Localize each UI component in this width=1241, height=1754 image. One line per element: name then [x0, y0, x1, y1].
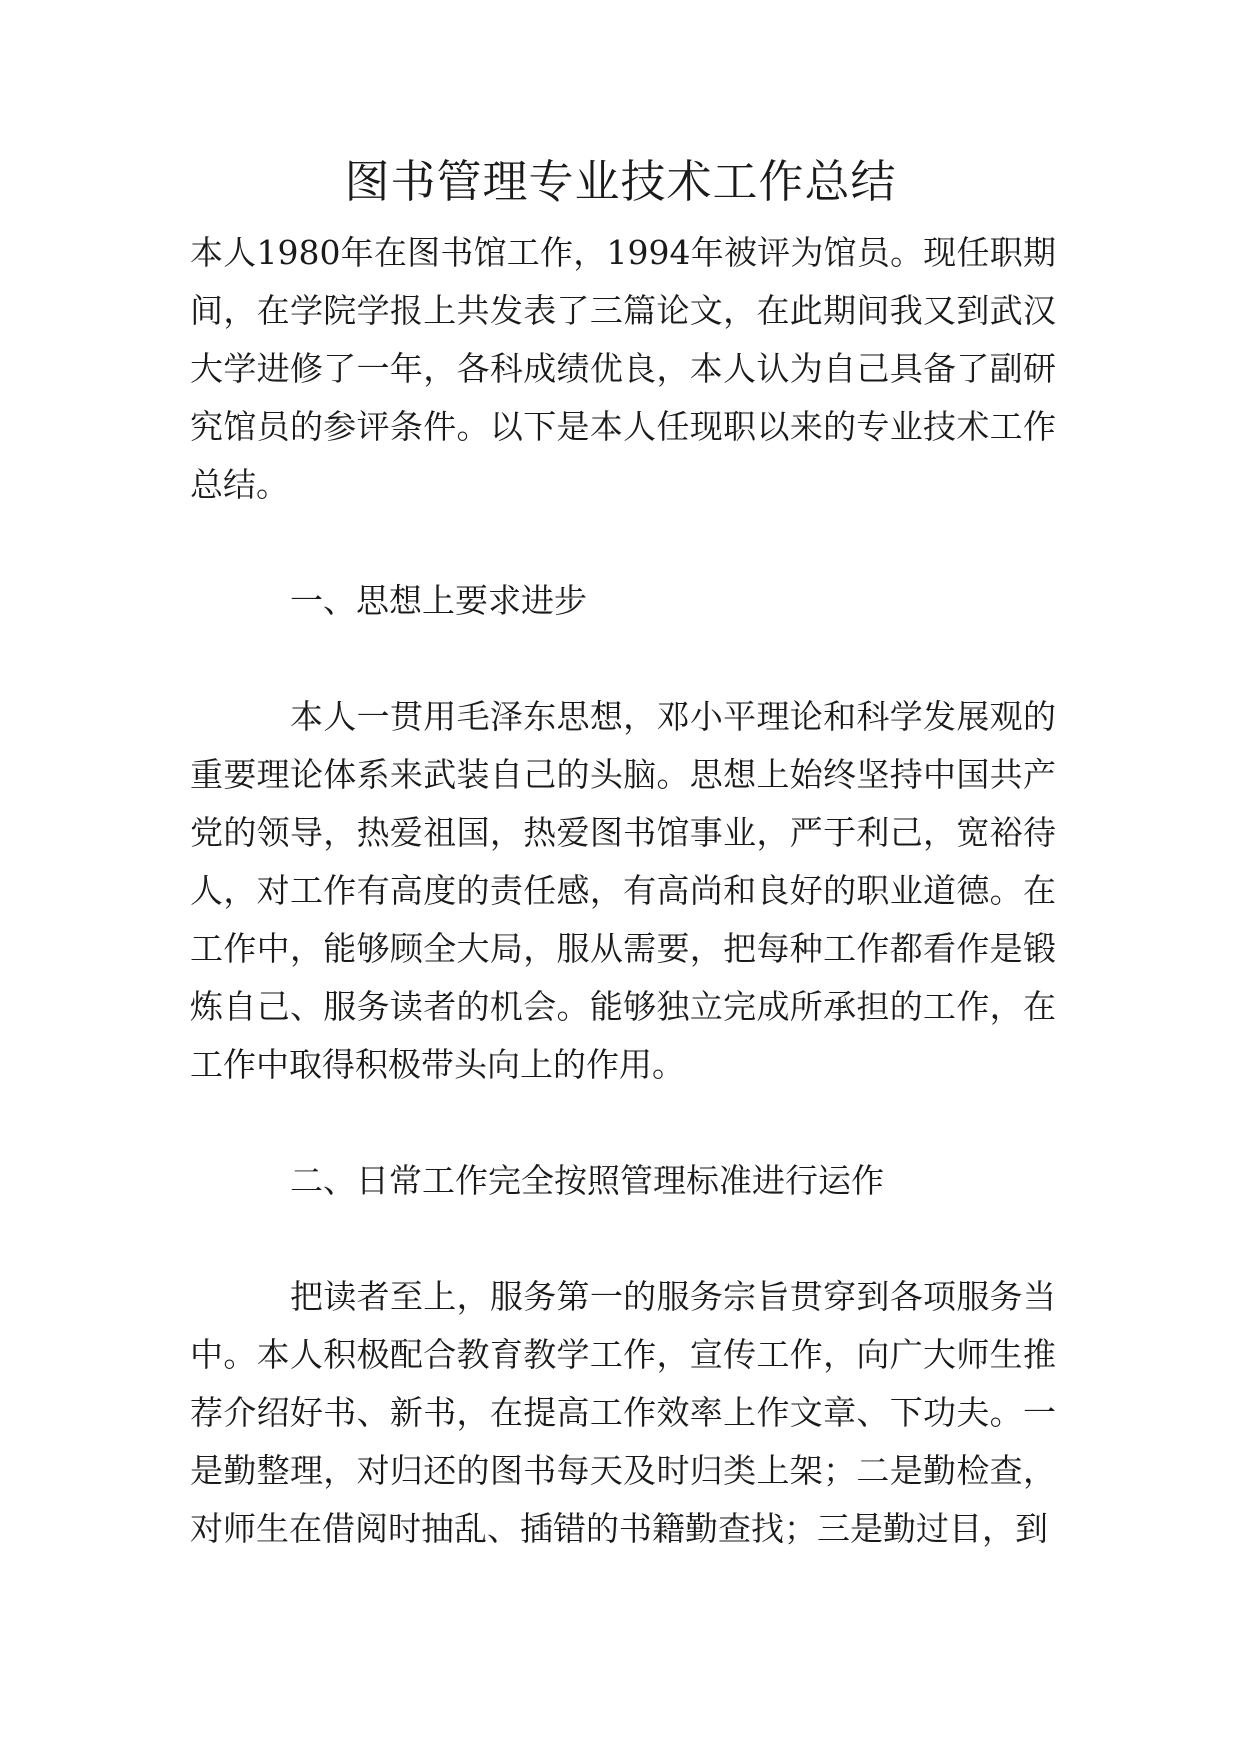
section-1-heading: 一、思想上要求进步 — [290, 581, 587, 620]
document-body — [190, 224, 1056, 1558]
document-title: 图书管理专业技术工作总结 — [344, 155, 897, 208]
section-2-heading: 二、日常工作完全按照管理标准进行运作 — [290, 1161, 884, 1200]
intro-paragraph: 本人1980年在图书馆工作，1994年被评为馆员。现任职期间，在学院学报上共发表了三篇论文，在此期间我又到武汉大学进修了一年，各科成绩优良，本人认为自己具备了副研究馆员的参评条件。以下是本人任现职以来的专业技术工作总结。 — [190, 233, 1056, 504]
section-2-paragraph: 把读者至上，服务第一的服务宗旨贯穿到各项服务当中。本人积极配合教育教学工作，宣传工作，向广大师生推荐介绍好书、新书，在提高工作效率上作文章、下功夫。一是勤整理，对归还的图书每天及时归类上架；二是勤检查，对师生在借阅时抽乱、插错的书籍勤查找；三是勤过目，到 — [190, 1277, 1056, 1548]
section-1-paragraph: 本人一贯用毛泽东思想，邓小平理论和科学发展观的重要理论体系来武装自己的头脑。思想上始终坚持中国共产党的领导，热爱祖国，热爱图书馆事业，严于利己，宽裕待人，对工作有高度的责任感，有高尚和良好的职业道德。在工作中，能够顾全大局，服从需要，把每种工作都看作是锻炼自己、服务读者的机会。能够独立完成所承担的工作，在工作中取得积极带头向上的作用。 — [190, 697, 1056, 1084]
paragraph-spacer — [190, 630, 1056, 688]
paragraph-spacer — [190, 1210, 1056, 1268]
paragraph-spacer — [190, 1094, 1056, 1152]
paragraph-spacer — [190, 514, 1056, 572]
